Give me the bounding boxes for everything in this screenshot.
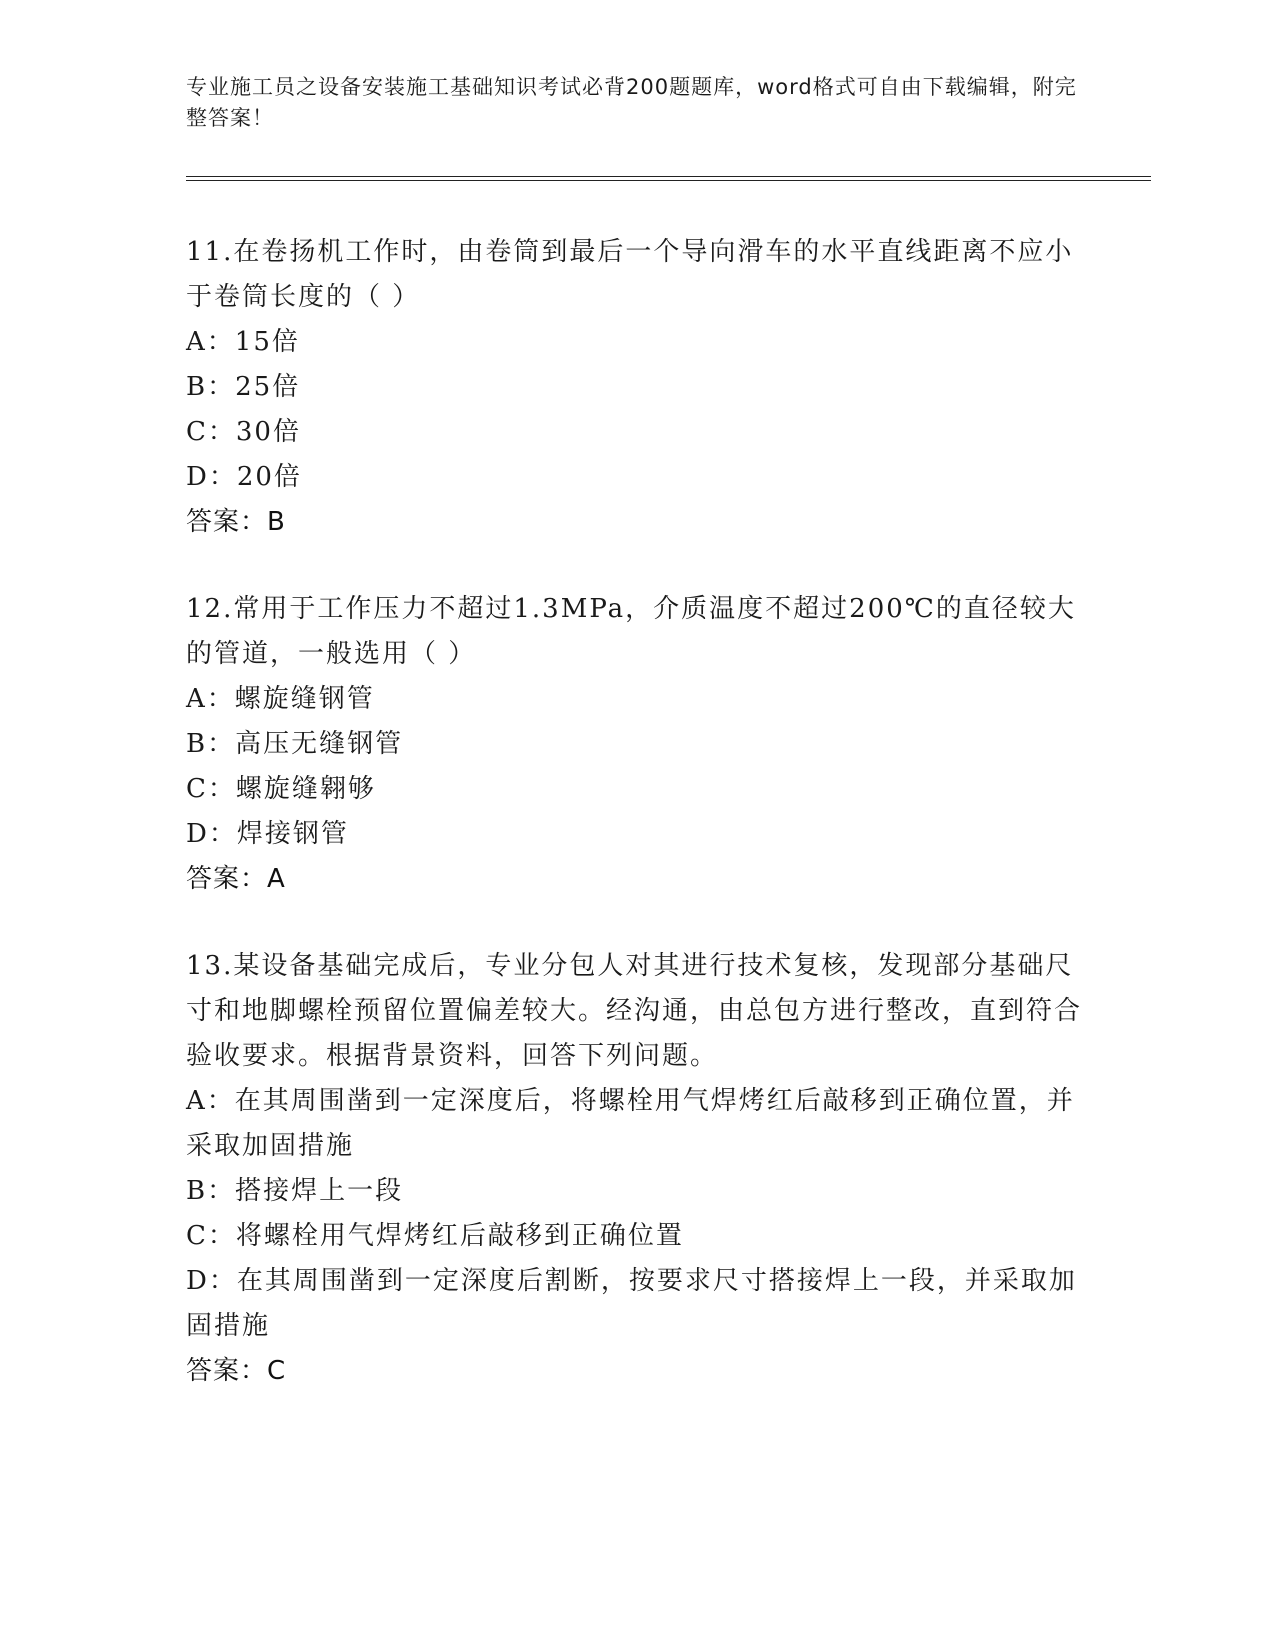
option-b: B：搭接焊上一段 — [186, 1176, 404, 1206]
option-b: B：25倍 — [186, 372, 301, 402]
option-d: D：焊接钢管 — [186, 819, 349, 849]
answer-line: 答案：B — [186, 507, 286, 537]
option-a: A：15倍 — [186, 327, 300, 357]
option-b: B：高压无缝钢管 — [186, 729, 404, 759]
question-stem: 11.在卷扬机工作时，由卷筒到最后一个导向滑车的水平直线距离不应小于卷筒长度的（ ） — [186, 237, 1074, 312]
document-header: 专业施工员之设备安装施工基础知识考试必背200题题库，word格式可自由下载编辑，附完整答案！ — [186, 75, 1077, 130]
question-stem: 13.某设备基础完成后，专业分包人对其进行技术复核，发现部分基础尺寸和地脚螺栓预留位置偏差较大。经沟通，由总包方进行整改，直到符合验收要求。根据背景资料，回答下列问题。 — [186, 951, 1083, 1071]
option-a: A：在其周围凿到一定深度后，将螺栓用气焊烤红后敲移到正确位置，并采取加固措施 — [186, 1086, 1075, 1161]
question-13 — [186, 944, 1086, 1394]
question-12 — [186, 587, 1086, 902]
answer-line: 答案：C — [186, 1356, 287, 1386]
answer-line: 答案：A — [186, 864, 286, 894]
question-stem: 12.常用于工作压力不超过1.3MPa，介质温度不超过200℃的直径较大的管道，一般选用（ ） — [186, 594, 1076, 669]
option-c: C：30倍 — [186, 417, 301, 447]
option-d: D：20倍 — [186, 462, 302, 492]
option-c: C：将螺栓用气焊烤红后敲移到正确位置 — [186, 1221, 684, 1251]
question-list — [186, 230, 1086, 1436]
option-c: C：螺旋缝翱够 — [186, 774, 376, 804]
question-11 — [186, 230, 1086, 545]
option-d: D：在其周围凿到一定深度后割断，按要求尺寸搭接焊上一段，并采取加固措施 — [186, 1266, 1077, 1341]
header-divider — [186, 176, 1151, 181]
option-a: A：螺旋缝钢管 — [186, 684, 375, 714]
